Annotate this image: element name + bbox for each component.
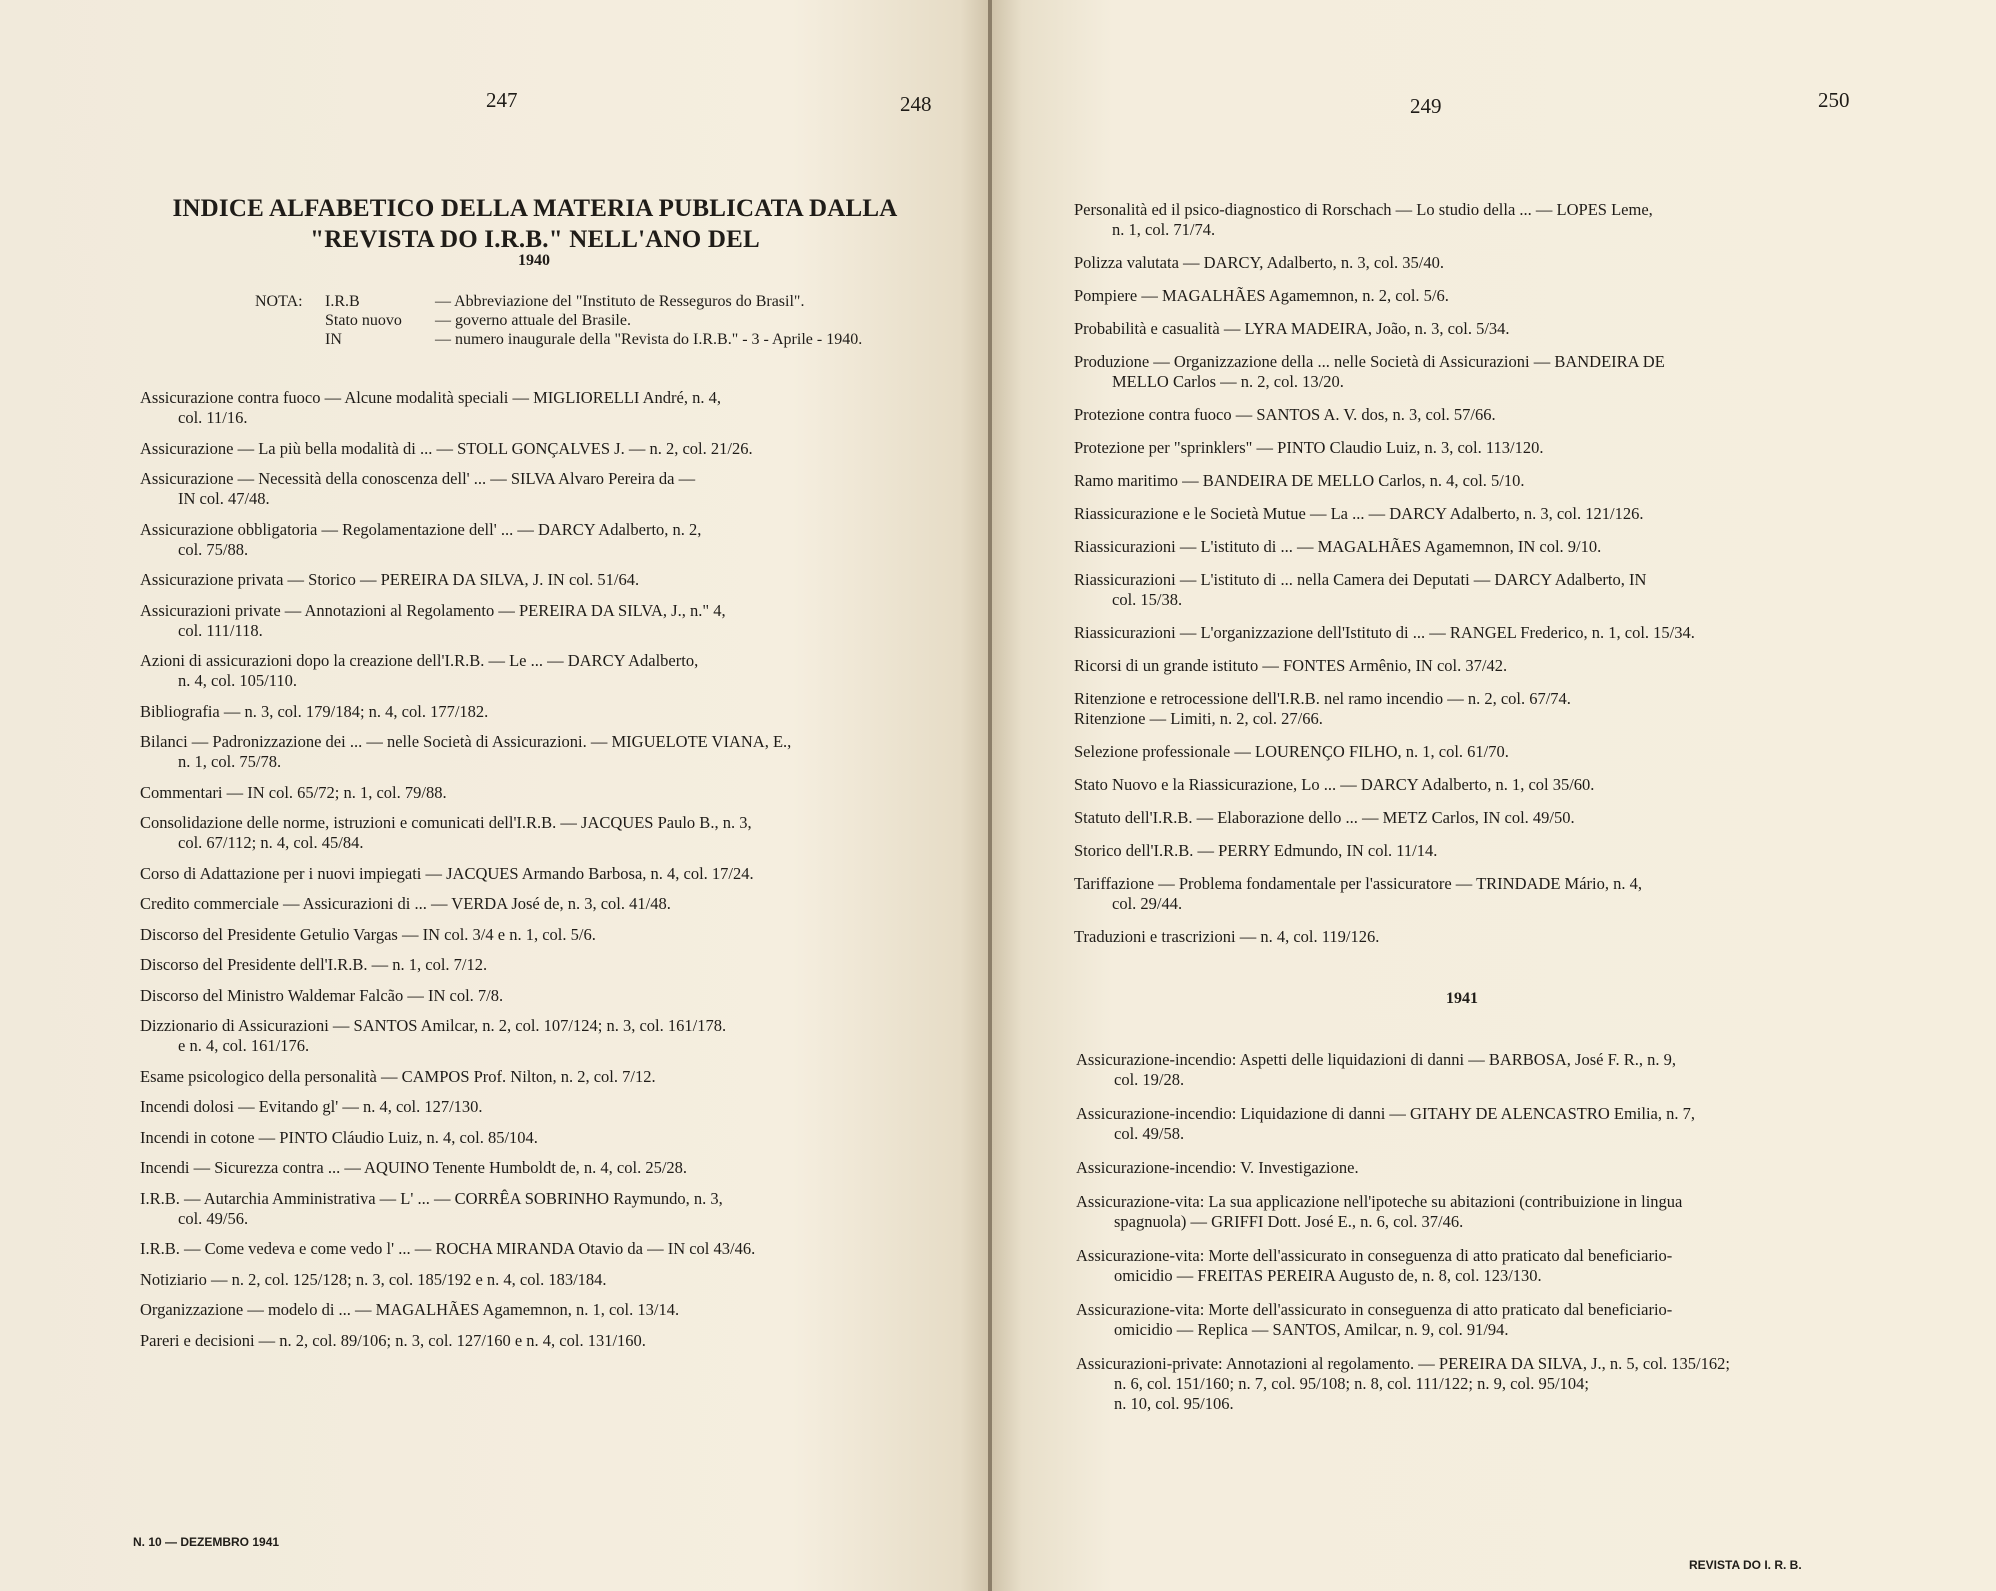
index-entry: [140, 702, 915, 722]
index-entry: [140, 520, 915, 560]
page-number: 248: [900, 92, 932, 116]
index-entry: [1074, 286, 1840, 306]
index-entry: [1074, 537, 1840, 557]
index-entry: [140, 439, 915, 459]
index-entry: [140, 986, 915, 1006]
entry-line: Organizzazione — modelo di ... — MAGALHÃES Agamemnon, n. 1, col. 13/14.: [140, 1300, 680, 1319]
index-entry: [1074, 808, 1840, 828]
index-entry: [140, 651, 915, 691]
index-entry: [1074, 689, 1840, 729]
entry-line: Assicurazione-vita: Morte dell'assicurato in conseguenza di atto praticato dal beneficiario-: [1076, 1246, 1673, 1265]
entry-line: Corso di Adattazione per i nuovi impiegati — JACQUES Armando Barbosa, n. 4, col. 17/24.: [140, 863, 754, 883]
entry-line: Protezione per "sprinklers" — PINTO Claudio Luiz, n. 3, col. 113/120.: [1074, 438, 1544, 457]
entry-line: Personalità ed il psico-diagnostico di Rorschach — Lo studio della ... — LOPES Leme,: [1074, 200, 1653, 219]
nota-row: [325, 292, 925, 311]
entry-continuation: col. 19/28.: [1114, 1070, 1185, 1089]
index-entry: [1074, 874, 1840, 914]
nota-key: IN: [325, 331, 342, 348]
entry-line: Assicurazione privata — Storico — PEREIRA DA SILVA, J. IN col. 51/64.: [140, 570, 640, 589]
entry-line: Esame psicologico della personalità — CAMPOS Prof. Nilton, n. 2, col. 7/12.: [140, 1066, 656, 1086]
nota-value: — Abbreviazione del "Instituto de Resseguros do Brasil".: [435, 293, 805, 310]
entry-line: Riassicurazione e le Società Mutue — La ... — DARCY Adalberto, n. 3, col. 121/126.: [1074, 504, 1644, 523]
entry-line: Ramo maritimo — BANDEIRA DE MELLO Carlos, n. 4, col. 5/10.: [1074, 471, 1525, 490]
entry-line: Assicurazione-incendio: Liquidazione di danni — GITAHY DE ALENCASTRO Emilia, n. 7,: [1076, 1104, 1695, 1123]
entry-line: Commentari — IN col. 65/72; n. 1, col. 79/88.: [140, 782, 447, 802]
index-entries-right-1941: [1076, 1050, 1844, 1428]
index-entry: [140, 813, 915, 853]
entry-line: Discorso del Ministro Waldemar Falcão — IN col. 7/8.: [140, 985, 504, 1005]
entry-line: Traduzioni e trascrizioni — n. 4, col. 119/126.: [1074, 927, 1380, 946]
index-entry: [1074, 438, 1840, 458]
index-entries-right-1940: [1074, 200, 1840, 960]
nota-row: [325, 311, 925, 330]
index-entry: [1074, 253, 1840, 273]
index-entry: [1076, 1104, 1844, 1144]
index-entry: [1074, 623, 1840, 643]
entry-line: Bilanci — Padronizzazione dei ... — nelle Società di Assicurazioni. — MIGUELOTE VIANA, E.,: [140, 732, 792, 751]
entry-line: Riassicurazioni — L'istituto di ... — MAGALHÃES Agamemnon, IN col. 9/10.: [1074, 537, 1602, 556]
entry-line: Pareri e decisioni — n. 2, col. 89/106; n. 3, col. 127/160 e n. 4, col. 131/160.: [140, 1330, 646, 1350]
index-entry: [140, 1270, 915, 1290]
page-number: 247: [486, 88, 518, 112]
index-title: [150, 193, 920, 255]
entry-line: Riassicurazioni — L'organizzazione dell'Istituto di ... — RANGEL Frederico, n. 1, col. 15/34.: [1074, 623, 1695, 642]
entry-continuation: col. 11/16.: [178, 408, 248, 427]
index-entry: [140, 1067, 915, 1087]
entry-line: Statuto dell'I.R.B. — Elaborazione dello ... — METZ Carlos, IN col. 49/50.: [1074, 808, 1575, 827]
entry-line: Produzione — Organizzazione della ... nelle Società di Assicurazioni — BANDEIRA DE: [1074, 352, 1665, 371]
index-entry: [1076, 1300, 1844, 1340]
issue-footer: N. 10 — DEZEMBRO 1941: [133, 1535, 280, 1549]
index-entry: [1074, 927, 1840, 947]
nota-key: I.R.B: [325, 293, 360, 310]
nota-value: — governo attuale del Brasile.: [435, 312, 631, 329]
index-entry: [140, 894, 915, 914]
entry-continuation: n. 4, col. 105/110.: [178, 671, 298, 690]
index-entry: [140, 469, 915, 509]
index-entry: [1074, 352, 1840, 392]
title-line: INDICE ALFABETICO DELLA MATERIA PUBLICATA DALLA: [172, 195, 898, 222]
entry-continuation: spagnuola) — GRIFFI Dott. José E., n. 6, col. 37/46.: [1114, 1212, 1464, 1231]
entry-continuation: col. 67/112; n. 4, col. 45/84.: [178, 833, 364, 852]
entry-continuation: Ritenzione — Limiti, n. 2, col. 27/66.: [1074, 709, 1323, 728]
entry-line: Assicurazione contra fuoco — Alcune modalità speciali — MIGLIORELLI André, n. 4,: [140, 388, 722, 407]
index-entry: [140, 732, 915, 772]
entry-line: Assicurazione — La più bella modalità di ... — STOLL GONÇALVES J. — n. 2, col. 21/26.: [140, 438, 753, 458]
entry-continuation: n. 10, col. 95/106.: [1114, 1394, 1234, 1413]
entry-continuation: col. 49/58.: [1114, 1124, 1185, 1143]
index-entry: [1076, 1354, 1844, 1414]
right-page: [992, 0, 1996, 1591]
index-entries-left: [140, 388, 915, 1361]
nota-block: [255, 292, 925, 349]
index-entry: [140, 1128, 915, 1148]
entry-line: Dizzionario di Assicurazioni — SANTOS Amilcar, n. 2, col. 107/124; n. 3, col. 161/178.: [140, 1016, 727, 1035]
index-entry: [1074, 742, 1840, 762]
entry-line: Discorso del Presidente dell'I.R.B. — n. 1, col. 7/12.: [140, 955, 488, 974]
entry-line: Incendi in cotone — PINTO Cláudio Luiz, n. 4, col. 85/104.: [140, 1127, 538, 1147]
entry-line: Assicurazione — Necessità della conoscenza dell' ... — SILVA Alvaro Pereira da —: [140, 469, 696, 488]
entry-continuation: omicidio — FREITAS PEREIRA Augusto de, n. 8, col. 123/130.: [1114, 1266, 1542, 1285]
index-entry: [140, 783, 915, 803]
index-entry: [1074, 570, 1840, 610]
index-entry: [140, 570, 915, 590]
entry-line: Consolidazione delle norme, istruzioni e comunicati dell'I.R.B. — JACQUES Paulo B., n. 3,: [140, 813, 752, 832]
entry-line: Storico dell'I.R.B. — PERRY Edmundo, IN col. 11/14.: [1074, 841, 1438, 860]
entry-line: Incendi — Sicurezza contra ... — AQUINO Tenente Humboldt de, n. 4, col. 25/28.: [140, 1158, 688, 1177]
index-entry: [140, 388, 915, 428]
entry-continuation: e n. 4, col. 161/176.: [178, 1036, 310, 1055]
index-entry: [1074, 319, 1840, 339]
entry-continuation: omicidio — Replica — SANTOS, Amilcar, n. 9, col. 91/94.: [1114, 1320, 1509, 1339]
index-entry: [1074, 504, 1840, 524]
entry-line: Protezione contra fuoco — SANTOS A. V. dos, n. 3, col. 57/66.: [1074, 405, 1496, 424]
index-entry: [1074, 200, 1840, 240]
entry-line: Assicurazioni-private: Annotazioni al regolamento. — PEREIRA DA SILVA, J., n. 5, col. 135/162;: [1076, 1354, 1730, 1373]
index-entry: [1074, 471, 1840, 491]
entry-continuation: IN col. 47/48.: [178, 489, 270, 508]
entry-line: Incendi dolosi — Evitando gl' — n. 4, col. 127/130.: [140, 1097, 483, 1116]
entry-line: Ritenzione e retrocessione dell'I.R.B. nel ramo incendio — n. 2, col. 67/74.: [1074, 689, 1571, 708]
index-entry: [140, 1097, 915, 1117]
entry-line: Ricorsi di un grande istituto — FONTES Armênio, IN col. 37/42.: [1074, 656, 1508, 675]
year-heading: 1941: [1446, 990, 1478, 1007]
entry-line: Bibliografia — n. 3, col. 179/184; n. 4, col. 177/182.: [140, 701, 489, 721]
index-entry: [1076, 1192, 1844, 1232]
entry-line: Polizza valutata — DARCY, Adalberto, n. 3, col. 35/40.: [1074, 253, 1444, 272]
entry-line: Assicurazioni private — Annotazioni al Regolamento — PEREIRA DA SILVA, J., n." 4,: [140, 600, 726, 620]
index-entry: [140, 1331, 915, 1351]
entry-line: Credito commerciale — Assicurazioni di ... — VERDA José de, n. 3, col. 41/48.: [140, 894, 671, 913]
left-page: [0, 0, 990, 1591]
nota-label: NOTA:: [255, 293, 303, 310]
entry-continuation: col. 75/88.: [178, 539, 249, 559]
index-entry: [1074, 656, 1840, 676]
entry-continuation: MELLO Carlos — n. 2, col. 13/20.: [1112, 372, 1344, 391]
entry-continuation: n. 1, col. 71/74.: [1112, 220, 1216, 239]
entry-continuation: col. 15/38.: [1112, 590, 1183, 609]
entry-line: Assicurazione-vita: La sua applicazione nell'ipoteche su abitazioni (contribuizione in lingua: [1076, 1192, 1683, 1211]
entry-line: Notiziario — n. 2, col. 125/128; n. 3, col. 185/192 e n. 4, col. 183/184.: [140, 1269, 607, 1289]
entry-line: Assicurazione-vita: Morte dell'assicurato in conseguenza di atto praticato dal beneficiario-: [1076, 1300, 1673, 1319]
entry-line: I.R.B. — Come vedeva e come vedo l' ... — ROCHA MIRANDA Otavio da — IN col 43/46.: [140, 1239, 756, 1258]
entry-line: Probabilità e casualità — LYRA MADEIRA, João, n. 3, col. 5/34.: [1074, 319, 1510, 338]
index-entry: [140, 601, 915, 641]
entry-line: Selezione professionale — LOURENÇO FILHO, n. 1, col. 61/70.: [1074, 742, 1509, 761]
entry-continuation: n. 6, col. 151/160; n. 7, col. 95/108; n. 8, col. 111/122; n. 9, col. 95/104;: [1114, 1374, 1589, 1393]
nota-value: — numero inaugurale della "Revista do I.R.B." - 3 - Aprile - 1940.: [435, 331, 863, 348]
entry-line: Stato Nuovo e la Riassicurazione, Lo ... — DARCY Adalberto, n. 1, col 35/60.: [1074, 775, 1595, 794]
title-line: "REVISTA DO I.R.B." NELL'ANO DEL: [310, 226, 760, 253]
page-number: 249: [1410, 94, 1442, 118]
index-entry: [140, 925, 915, 945]
index-entry: [140, 1016, 915, 1056]
entry-line: Azioni di assicurazioni dopo la creazione dell'I.R.B. — Le ... — DARCY Adalberto,: [140, 651, 699, 670]
entry-line: Tariffazione — Problema fondamentale per l'assicuratore — TRINDADE Mário, n. 4,: [1074, 874, 1642, 893]
nota-key: Stato nuovo: [325, 312, 402, 329]
entry-line: Discorso del Presidente Getulio Vargas — IN col. 3/4 e n. 1, col. 5/6.: [140, 924, 596, 944]
index-entry: [1076, 1050, 1844, 1090]
index-entry: [140, 1158, 915, 1178]
entry-continuation: col. 29/44.: [1112, 894, 1183, 913]
index-entry: [1074, 775, 1840, 795]
entry-line: I.R.B. — Autarchia Amministrativa — L' ... — CORRÊA SOBRINHO Raymundo, n. 3,: [140, 1188, 723, 1208]
entry-continuation: col. 49/56.: [178, 1208, 249, 1228]
index-entry: [1074, 841, 1840, 861]
entry-line: Riassicurazioni — L'istituto di ... nella Camera dei Deputati — DARCY Adalberto, IN: [1074, 570, 1647, 589]
entry-line: Assicurazione-incendio: V. Investigazione.: [1076, 1158, 1359, 1177]
index-entry: [1076, 1246, 1844, 1286]
index-entry: [140, 1300, 915, 1320]
index-entry: [140, 1239, 915, 1259]
index-entry: [140, 864, 915, 884]
index-entry: [1074, 405, 1840, 425]
index-entry: [140, 955, 915, 975]
entry-line: Assicurazione-incendio: Aspetti delle liquidazioni di danni — BARBOSA, José F. R., n. 9,: [1076, 1050, 1676, 1069]
entry-line: Assicurazione obbligatoria — Regolamentazione dell' ... — DARCY Adalberto, n. 2,: [140, 519, 702, 539]
index-entry: [140, 1189, 915, 1229]
journal-footer: REVISTA DO I. R. B.: [1689, 1558, 1802, 1572]
entry-continuation: n. 1, col. 75/78.: [178, 752, 282, 771]
entry-line: Pompiere — MAGALHÃES Agamemnon, n. 2, col. 5/6.: [1074, 286, 1449, 305]
page-number: 250: [1818, 88, 1850, 112]
year-heading: 1940: [518, 252, 550, 269]
index-entry: [1076, 1158, 1844, 1178]
entry-continuation: col. 111/118.: [178, 620, 263, 640]
nota-row: [325, 330, 925, 349]
